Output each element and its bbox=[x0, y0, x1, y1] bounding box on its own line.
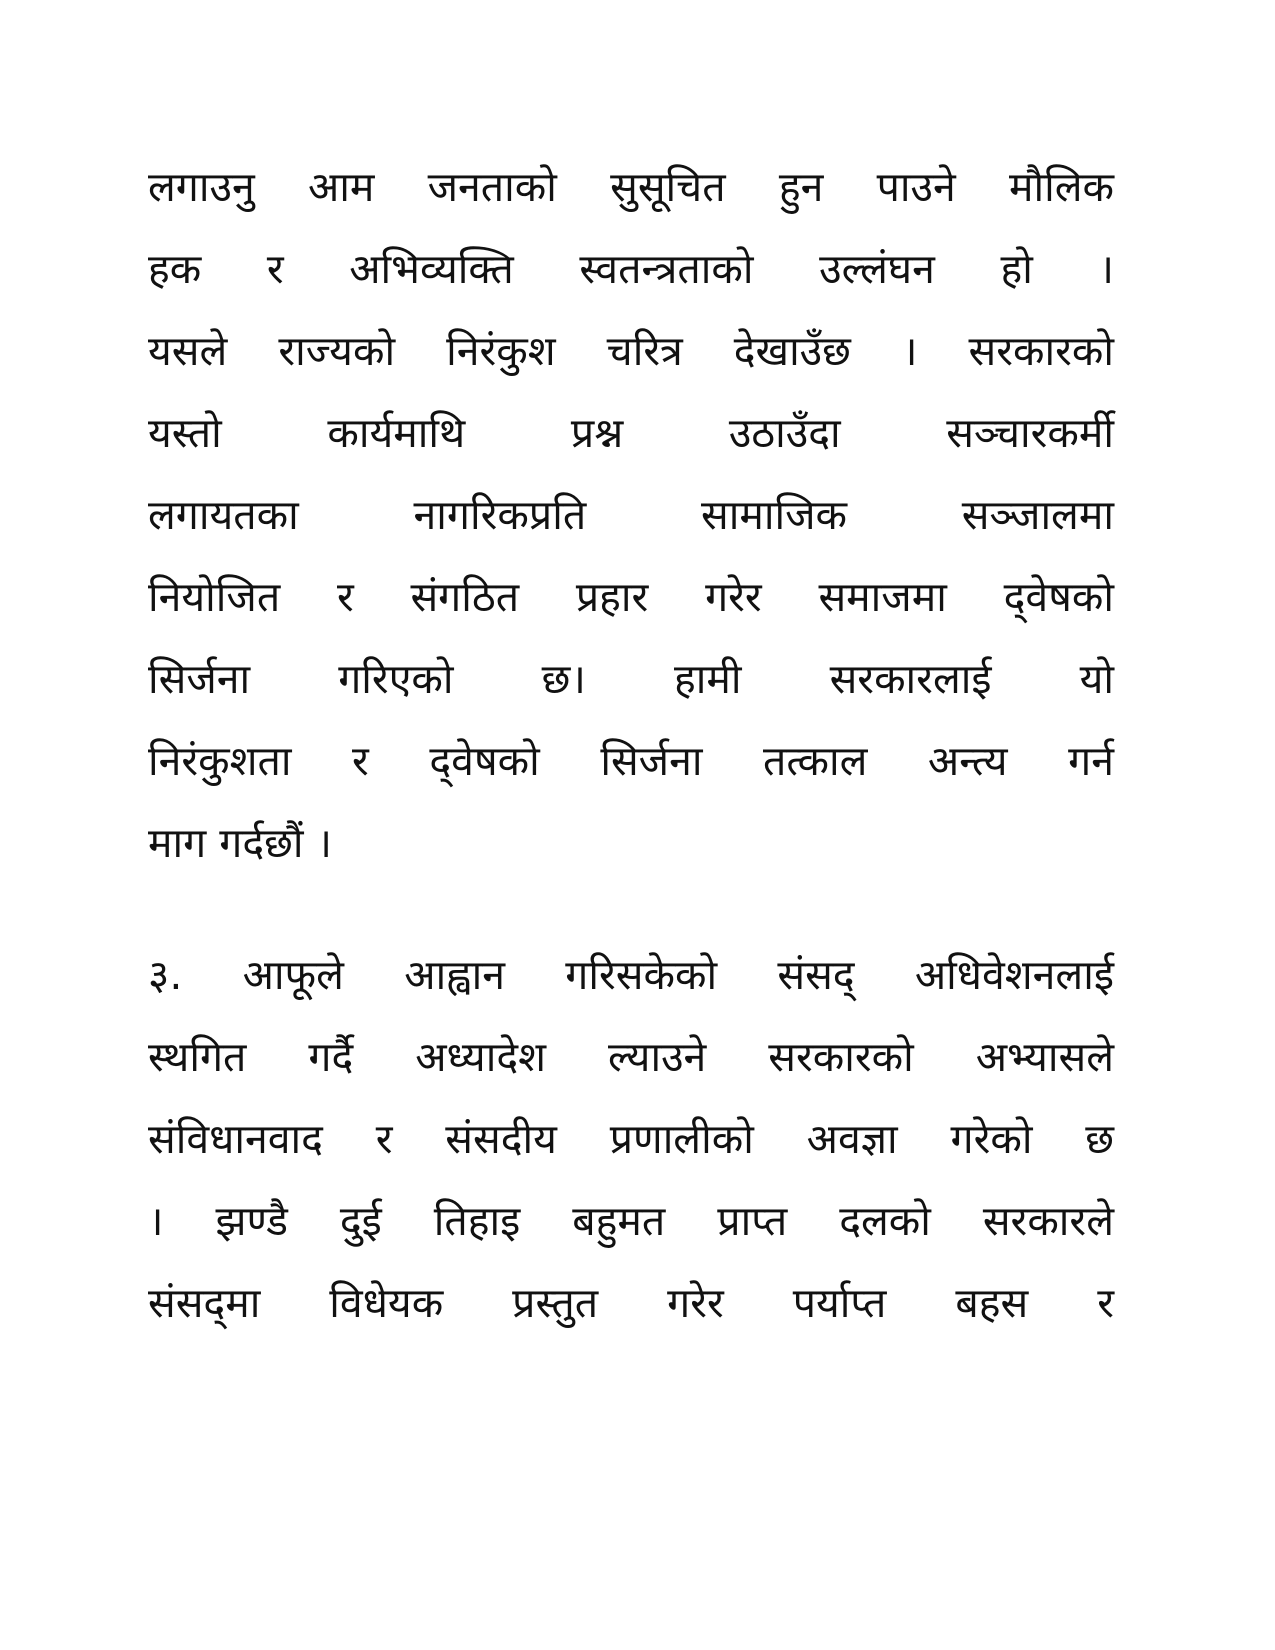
text-line: यसले राज्यको निरंकुश चरित्र देखाउँछ । सरकारको bbox=[148, 327, 1114, 375]
text-line: । झण्डै दुई तिहाइ बहुमत प्राप्त दलको सरकारले bbox=[148, 1197, 1114, 1245]
text-line: स्थगित गर्दै अध्यादेश ल्याउने सरकारको अभ्यासले bbox=[148, 1033, 1114, 1081]
text-line: संविधानवाद र संसदीय प्रणालीको अवज्ञा गरेको छ bbox=[148, 1115, 1114, 1163]
paragraph-point-3 bbox=[148, 934, 1114, 1344]
text-line: यस्तो कार्यमाथि प्रश्न उठाउँदा सञ्चारकर्मी bbox=[148, 409, 1114, 457]
text-line: हक र अभिव्यक्ति स्वतन्त्रताको उल्लंघन हो । bbox=[148, 245, 1114, 293]
text-line: संसद्‌मा विधेयक प्रस्तुत गरेर पर्याप्त बहस र bbox=[148, 1279, 1114, 1327]
text-line: नियोजित र संगठित प्रहार गरेर समाजमा द्‌वेषको bbox=[148, 573, 1114, 621]
text-line: लगायतका नागरिकप्रति सामाजिक सञ्जालमा bbox=[148, 491, 1114, 539]
text-line: लगाउनु आम जनताको सुसूचित हुन पाउने मौलिक bbox=[148, 163, 1114, 211]
text-line: सिर्जना गरिएको छ। हामी सरकारलाई यो bbox=[148, 655, 1114, 703]
text-line: ३. आफूले आह्वान गरिसकेको संसद् अधिवेशनलाई bbox=[148, 951, 1114, 999]
text-line: माग गर्दछौं । bbox=[148, 819, 333, 867]
paragraph-continuation bbox=[148, 146, 1114, 884]
text-line: निरंकुशता र द्‌वेषको सिर्जना तत्काल अन्त्य गर्न bbox=[148, 737, 1114, 785]
